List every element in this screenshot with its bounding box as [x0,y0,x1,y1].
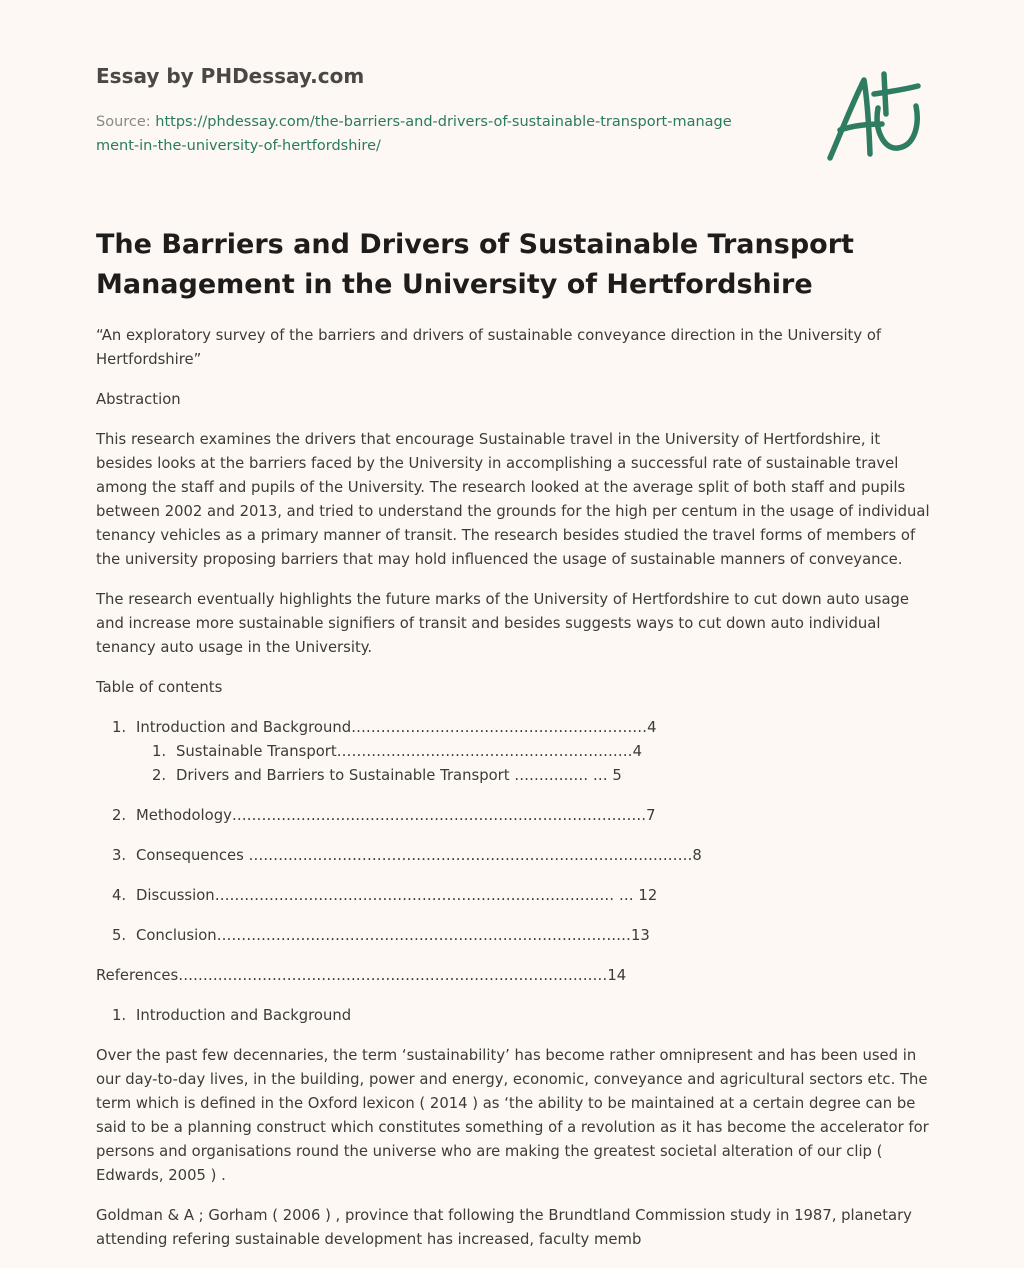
toc-subitem-number: 1. [152,743,167,760]
toc-item [96,844,930,868]
toc-heading: Table of contents [96,679,223,696]
toc-item-number: 2. [112,807,127,824]
toc-item-number: 5. [112,927,127,944]
toc-item-number: 4. [112,887,127,904]
toc-item-number: 3. [112,847,127,864]
toc-item-text: Introduction and Background……………………………………………………4 [136,719,657,736]
toc-item [96,716,930,788]
toc-references: References……………………………………………………………………………14 [96,967,627,984]
abstract-paragraph-2: The research eventually highlights the future marks of the University of Hertfordshire to cut down auto usage and increase more sustainable signifiers of transit and besides suggests ways to cut down auto individual tenancy auto usage in the University. [96,591,910,656]
toc-sublist [136,740,930,788]
toc-subitem [136,740,930,764]
document-title: The Barriers and Drivers of Sustainable Transport Management in the University of Hertfordshire [96,229,854,300]
toc-item-number: 1. [112,719,127,736]
document-body [96,324,930,1268]
toc-item-text: Methodology…………………………………………………………………………7 [136,807,656,824]
toc-subitem-text: Sustainable Transport……………………………………………………4 [176,743,643,760]
source-line [96,110,736,158]
abstract-heading: Abstraction [96,391,181,408]
toc-item-text: Consequences ………………………………………………………………………………8 [136,847,702,864]
document-subtitle: “An exploratory survey of the barriers and drivers of sustainable conveyance direction in the University of Hertfordshire” [96,327,882,368]
toc-subitem [136,764,930,788]
section-heading [96,1004,930,1028]
table-of-contents [96,716,930,948]
source-label: Source: [96,114,156,130]
abstract-paragraph-1: This research examines the drivers that encourage Sustainable travel in the University of Hertfordshire, it besides looks at the barriers faced by the University in accomplishing a successful rate of sustainable travel among the staff and pupils of the University. The research looked at the average split of both staff and pupils between 2002 and 2013, and tried to understand the grounds for the high per centum in the usage of individual tenancy vehicles as a primary manner of transit. The research besides studied the travel forms of members of the university proposing barriers that may hold influenced the usage of sustainable manners of conveyance. [96,431,930,568]
toc-item [96,804,930,828]
toc-item-text: Discussion……………………………………………………………………… … 12 [136,887,658,904]
a-plus-logo-icon [822,68,928,164]
section-heading-list [96,1004,930,1028]
site-title: Essay by PHDessay.com [96,64,365,88]
section-title: Introduction and Background [136,1007,352,1024]
toc-subitem-text: Drivers and Barriers to Sustainable Transport …………… … 5 [176,767,622,784]
toc-item [96,884,930,908]
section-number: 1. [112,1007,127,1024]
toc-subitem-number: 2. [152,767,167,784]
source-link[interactable]: https://phdessay.com/the-barriers-and-drivers-of-sustainable-transport-management-in-the-university-of-hertfordshire/ [96,114,732,154]
intro-paragraph-1: Over the past few decennaries, the term ‘sustainability’ has become rather omnipresent and has been used in our day-to-day lives, in the building, power and energy, economic, conveyance and agricultural sectors etc. The term which is defined in the Oxford lexicon ( 2014 ) as ‘the ability to be maintained at a certain degree can be said to be a planning construct which constitutes something of a revolution as it has become the accelerator for persons and organisations round the universe who are making the greatest societal alteration of our clip ( Edwards, 2005 ) . [96,1047,929,1184]
intro-paragraph-2: Goldman & A ; Gorham ( 2006 ) , province that following the Brundtland Commission study in 1987, planetary attending refering sustainable development has increased, faculty memb [96,1207,912,1248]
toc-item-text: Conclusion…………………………………………………………………………13 [136,927,650,944]
toc-item [96,924,930,948]
